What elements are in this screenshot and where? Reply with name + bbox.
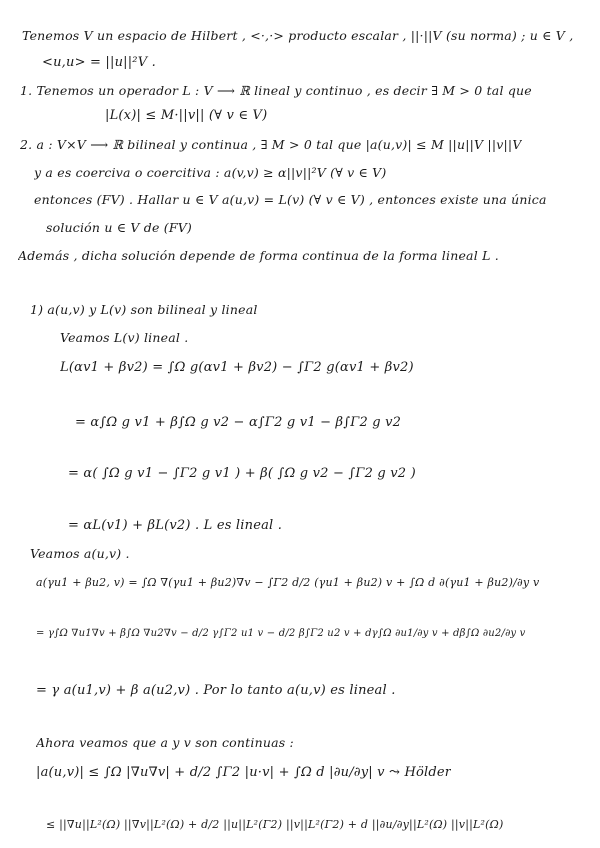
linear-eq-3: = α( ∫Ω g v1 − ∫Γ2 g v1 ) + β( ∫Ω g v2 − ∫Γ2 g v2 ) — [68, 466, 416, 481]
bilinear-eq-2: = γ∫Ω ∇u1∇v + β∫Ω ∇u2∇v − d/2 γ∫Γ2 u1 v − d/2 β∫Γ2 u2 v + dγ∫Ω ∂u1/∂y v + dβ∫Ω ∂u2/∂y v — [36, 628, 526, 639]
linear-eq-1: L(αv1 + βv2) = ∫Ω g(αv1 + βv2) − ∫Γ2 g(αv1 + βv2) — [60, 360, 414, 375]
item-2-line-5: Además , dicha solución depende de forma continua de la forma lineal L . — [18, 248, 499, 263]
item-2-line-1: 2. a : V×V ⟶ ℝ bilineal y continua , ∃ M > 0 tal que |a(u,v)| ≤ M ||u||V ||v||V — [20, 137, 522, 152]
bilinear-eq-1: a(γu1 + βu2, v) = ∫Ω ∇(γu1 + βu2)∇v − ∫Γ2 d/2 (γu1 + βu2) v + ∫Ω d ∂(γu1 + βu2)/∂y v — [36, 576, 540, 589]
proof-1-heading: 1) a(u,v) y L(v) son bilineal y lineal — [30, 302, 258, 317]
item-2-line-3: entonces (FV) . Hallar u ∈ V a(u,v) = L(v) (∀ v ∈ V) , entonces existe una única — [34, 192, 547, 207]
linear-eq-2: = α∫Ω g v1 + β∫Ω g v2 − α∫Γ2 g v1 − β∫Γ2 g v2 — [75, 415, 402, 430]
continuity-heading: Ahora veamos que a y v son continuas : — [36, 735, 294, 750]
intro-line-1: Tenemos V un espacio de Hilbert , <·,·> producto escalar , ||·||V (su norma) ; u ∈ V , — [22, 28, 574, 43]
item-1-line-2: |L(x)| ≤ M·||v|| (∀ v ∈ V) — [105, 108, 268, 123]
linear-eq-4: = αL(v1) + βL(v2) . L es lineal . — [68, 518, 283, 533]
continuity-eq-1: |a(u,v)| ≤ ∫Ω |∇u∇v| + d/2 ∫Γ2 |u·v| + ∫Ω d |∂u/∂y| v ⤳ Hölder — [36, 765, 452, 780]
continuity-eq-2: ≤ ||∇u||L²(Ω) ||∇v||L²(Ω) + d/2 ||u||L²(Γ2) ||v||L²(Γ2) + d ||∂u/∂y||L²(Ω) ||v||L²(Ω) — [46, 818, 504, 831]
proof-1-subheading: Veamos L(v) lineal . — [60, 330, 189, 345]
item-2-line-2: y a es coerciva o coercitiva : a(v,v) ≥ α||v||²V (∀ v ∈ V) — [34, 165, 387, 180]
bilinear-eq-3: = γ a(u1,v) + β a(u2,v) . Por lo tanto a(u,v) es lineal . — [36, 683, 396, 698]
item-2-line-4: solución u ∈ V de (FV) — [46, 220, 193, 235]
item-1-line-1: 1. Tenemos un operador L : V ⟶ ℝ lineal y continuo , es decir ∃ M > 0 tal que — [20, 83, 532, 98]
bilinear-heading: Veamos a(u,v) . — [30, 546, 130, 561]
intro-line-2: <u,u> = ||u||²V . — [42, 55, 156, 70]
